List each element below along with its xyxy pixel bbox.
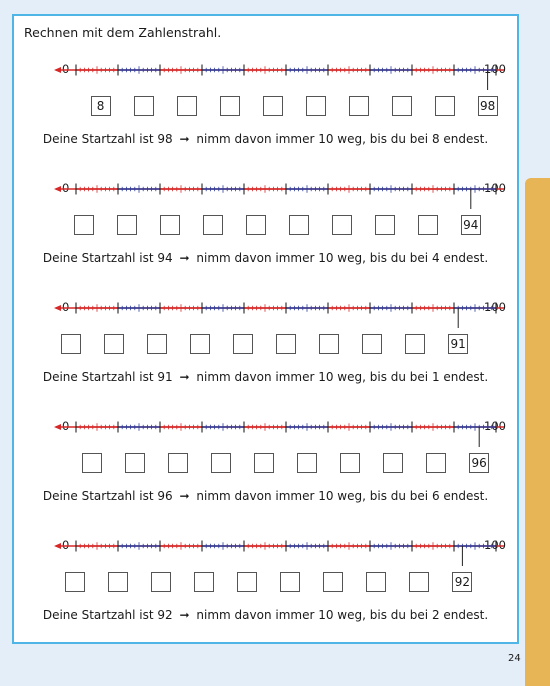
number-line-start-label: 0 xyxy=(62,300,70,314)
sentence-start: Deine Startzahl ist 91 xyxy=(42,370,173,384)
number-line-arrow-left xyxy=(54,543,61,549)
answer-box[interactable] xyxy=(323,572,343,592)
answer-box[interactable] xyxy=(237,572,257,592)
arrow-right-icon: ➞ xyxy=(179,608,190,622)
number-line-end-label: 100 xyxy=(484,419,506,433)
number-line-end-label: 100 xyxy=(484,181,506,195)
number-line-end-label: 100 xyxy=(484,300,506,314)
answer-box[interactable] xyxy=(319,334,339,354)
answer-box[interactable] xyxy=(125,453,145,473)
answer-box[interactable] xyxy=(220,96,240,116)
answer-box[interactable] xyxy=(340,453,360,473)
answer-boxes xyxy=(14,215,517,239)
answer-box[interactable] xyxy=(194,572,214,592)
answer-box[interactable] xyxy=(104,334,124,354)
answer-box[interactable] xyxy=(147,334,167,354)
number-line-start-label: 0 xyxy=(62,538,70,552)
answer-box[interactable] xyxy=(435,96,455,116)
exercise-3 xyxy=(14,300,517,420)
exercise-2 xyxy=(14,181,517,301)
answer-box[interactable] xyxy=(151,572,171,592)
number-line-end-label: 100 xyxy=(484,62,506,76)
answer-box[interactable] xyxy=(117,215,137,235)
start-number-box: 91 xyxy=(448,334,468,354)
number-line-arrow-left xyxy=(54,424,61,430)
sentence-end: nimm davon immer 10 weg, bis du bei 2 endest. xyxy=(196,608,489,622)
number-line-arrow-left xyxy=(54,67,61,73)
answer-box[interactable] xyxy=(383,453,403,473)
instruction-title: Rechnen mit dem Zahlenstrahl. xyxy=(24,25,222,40)
start-number-box: 96 xyxy=(469,453,489,473)
answer-box[interactable] xyxy=(160,215,180,235)
sentence-end: nimm davon immer 10 weg, bis du bei 4 endest. xyxy=(196,251,489,265)
exercise-1 xyxy=(14,62,517,182)
answer-boxes xyxy=(14,96,517,120)
answer-box[interactable] xyxy=(108,572,128,592)
answer-box[interactable] xyxy=(297,453,317,473)
number-line-arrow-left xyxy=(54,186,61,192)
number-line xyxy=(42,538,502,566)
answer-box[interactable] xyxy=(366,572,386,592)
answer-box[interactable] xyxy=(375,215,395,235)
arrow-right-icon: ➞ xyxy=(179,251,190,265)
answer-box[interactable] xyxy=(203,215,223,235)
task-sentence xyxy=(14,489,517,503)
sentence-end: nimm davon immer 10 weg, bis du bei 1 endest. xyxy=(196,370,489,384)
answer-box[interactable] xyxy=(405,334,425,354)
answer-box[interactable] xyxy=(254,453,274,473)
answer-boxes xyxy=(14,572,517,596)
side-tab xyxy=(525,178,550,686)
answer-box[interactable] xyxy=(61,334,81,354)
answer-box[interactable] xyxy=(168,453,188,473)
answer-box[interactable] xyxy=(409,572,429,592)
sentence-start: Deine Startzahl ist 94 xyxy=(42,251,173,265)
answer-box[interactable] xyxy=(211,453,231,473)
answer-box[interactable] xyxy=(134,96,154,116)
answer-box: 8 xyxy=(91,96,111,116)
sentence-start: Deine Startzahl ist 96 xyxy=(42,489,173,503)
number-line-start-label: 0 xyxy=(62,62,70,76)
answer-box[interactable] xyxy=(418,215,438,235)
answer-box[interactable] xyxy=(306,96,326,116)
number-line xyxy=(42,300,502,328)
sentence-end: nimm davon immer 10 weg, bis du bei 8 endest. xyxy=(196,132,489,146)
task-sentence xyxy=(14,251,517,265)
answer-box[interactable] xyxy=(65,572,85,592)
answer-box[interactable] xyxy=(246,215,266,235)
exercise-5 xyxy=(14,538,517,658)
answer-box[interactable] xyxy=(276,334,296,354)
number-line-start-label: 0 xyxy=(62,419,70,433)
page-number: 24 xyxy=(508,653,521,664)
answer-box[interactable] xyxy=(280,572,300,592)
start-number-box: 94 xyxy=(461,215,481,235)
number-line xyxy=(42,181,502,209)
sentence-start: Deine Startzahl ist 98 xyxy=(42,132,173,146)
task-sentence xyxy=(14,608,517,622)
number-line-arrow-left xyxy=(54,305,61,311)
number-line-end-label: 100 xyxy=(484,538,506,552)
number-line xyxy=(42,419,502,447)
number-line xyxy=(42,62,502,90)
answer-box[interactable] xyxy=(263,96,283,116)
exercise-4 xyxy=(14,419,517,539)
answer-box[interactable] xyxy=(233,334,253,354)
task-sentence xyxy=(14,370,517,384)
start-number-box: 98 xyxy=(478,96,498,116)
arrow-right-icon: ➞ xyxy=(179,370,190,384)
answer-box[interactable] xyxy=(426,453,446,473)
sentence-start: Deine Startzahl ist 92 xyxy=(42,608,173,622)
worksheet xyxy=(12,14,519,644)
answer-box[interactable] xyxy=(349,96,369,116)
number-line-start-label: 0 xyxy=(62,181,70,195)
answer-boxes xyxy=(14,334,517,358)
answer-box[interactable] xyxy=(289,215,309,235)
answer-boxes xyxy=(14,453,517,477)
answer-box[interactable] xyxy=(392,96,412,116)
sentence-end: nimm davon immer 10 weg, bis du bei 6 endest. xyxy=(196,489,489,503)
answer-box[interactable] xyxy=(190,334,210,354)
start-number-box: 92 xyxy=(452,572,472,592)
task-sentence xyxy=(14,132,517,146)
answer-box[interactable] xyxy=(332,215,352,235)
answer-box[interactable] xyxy=(177,96,197,116)
arrow-right-icon: ➞ xyxy=(179,489,190,503)
arrow-right-icon: ➞ xyxy=(179,132,190,146)
answer-box[interactable] xyxy=(82,453,102,473)
answer-box[interactable] xyxy=(74,215,94,235)
answer-box[interactable] xyxy=(362,334,382,354)
